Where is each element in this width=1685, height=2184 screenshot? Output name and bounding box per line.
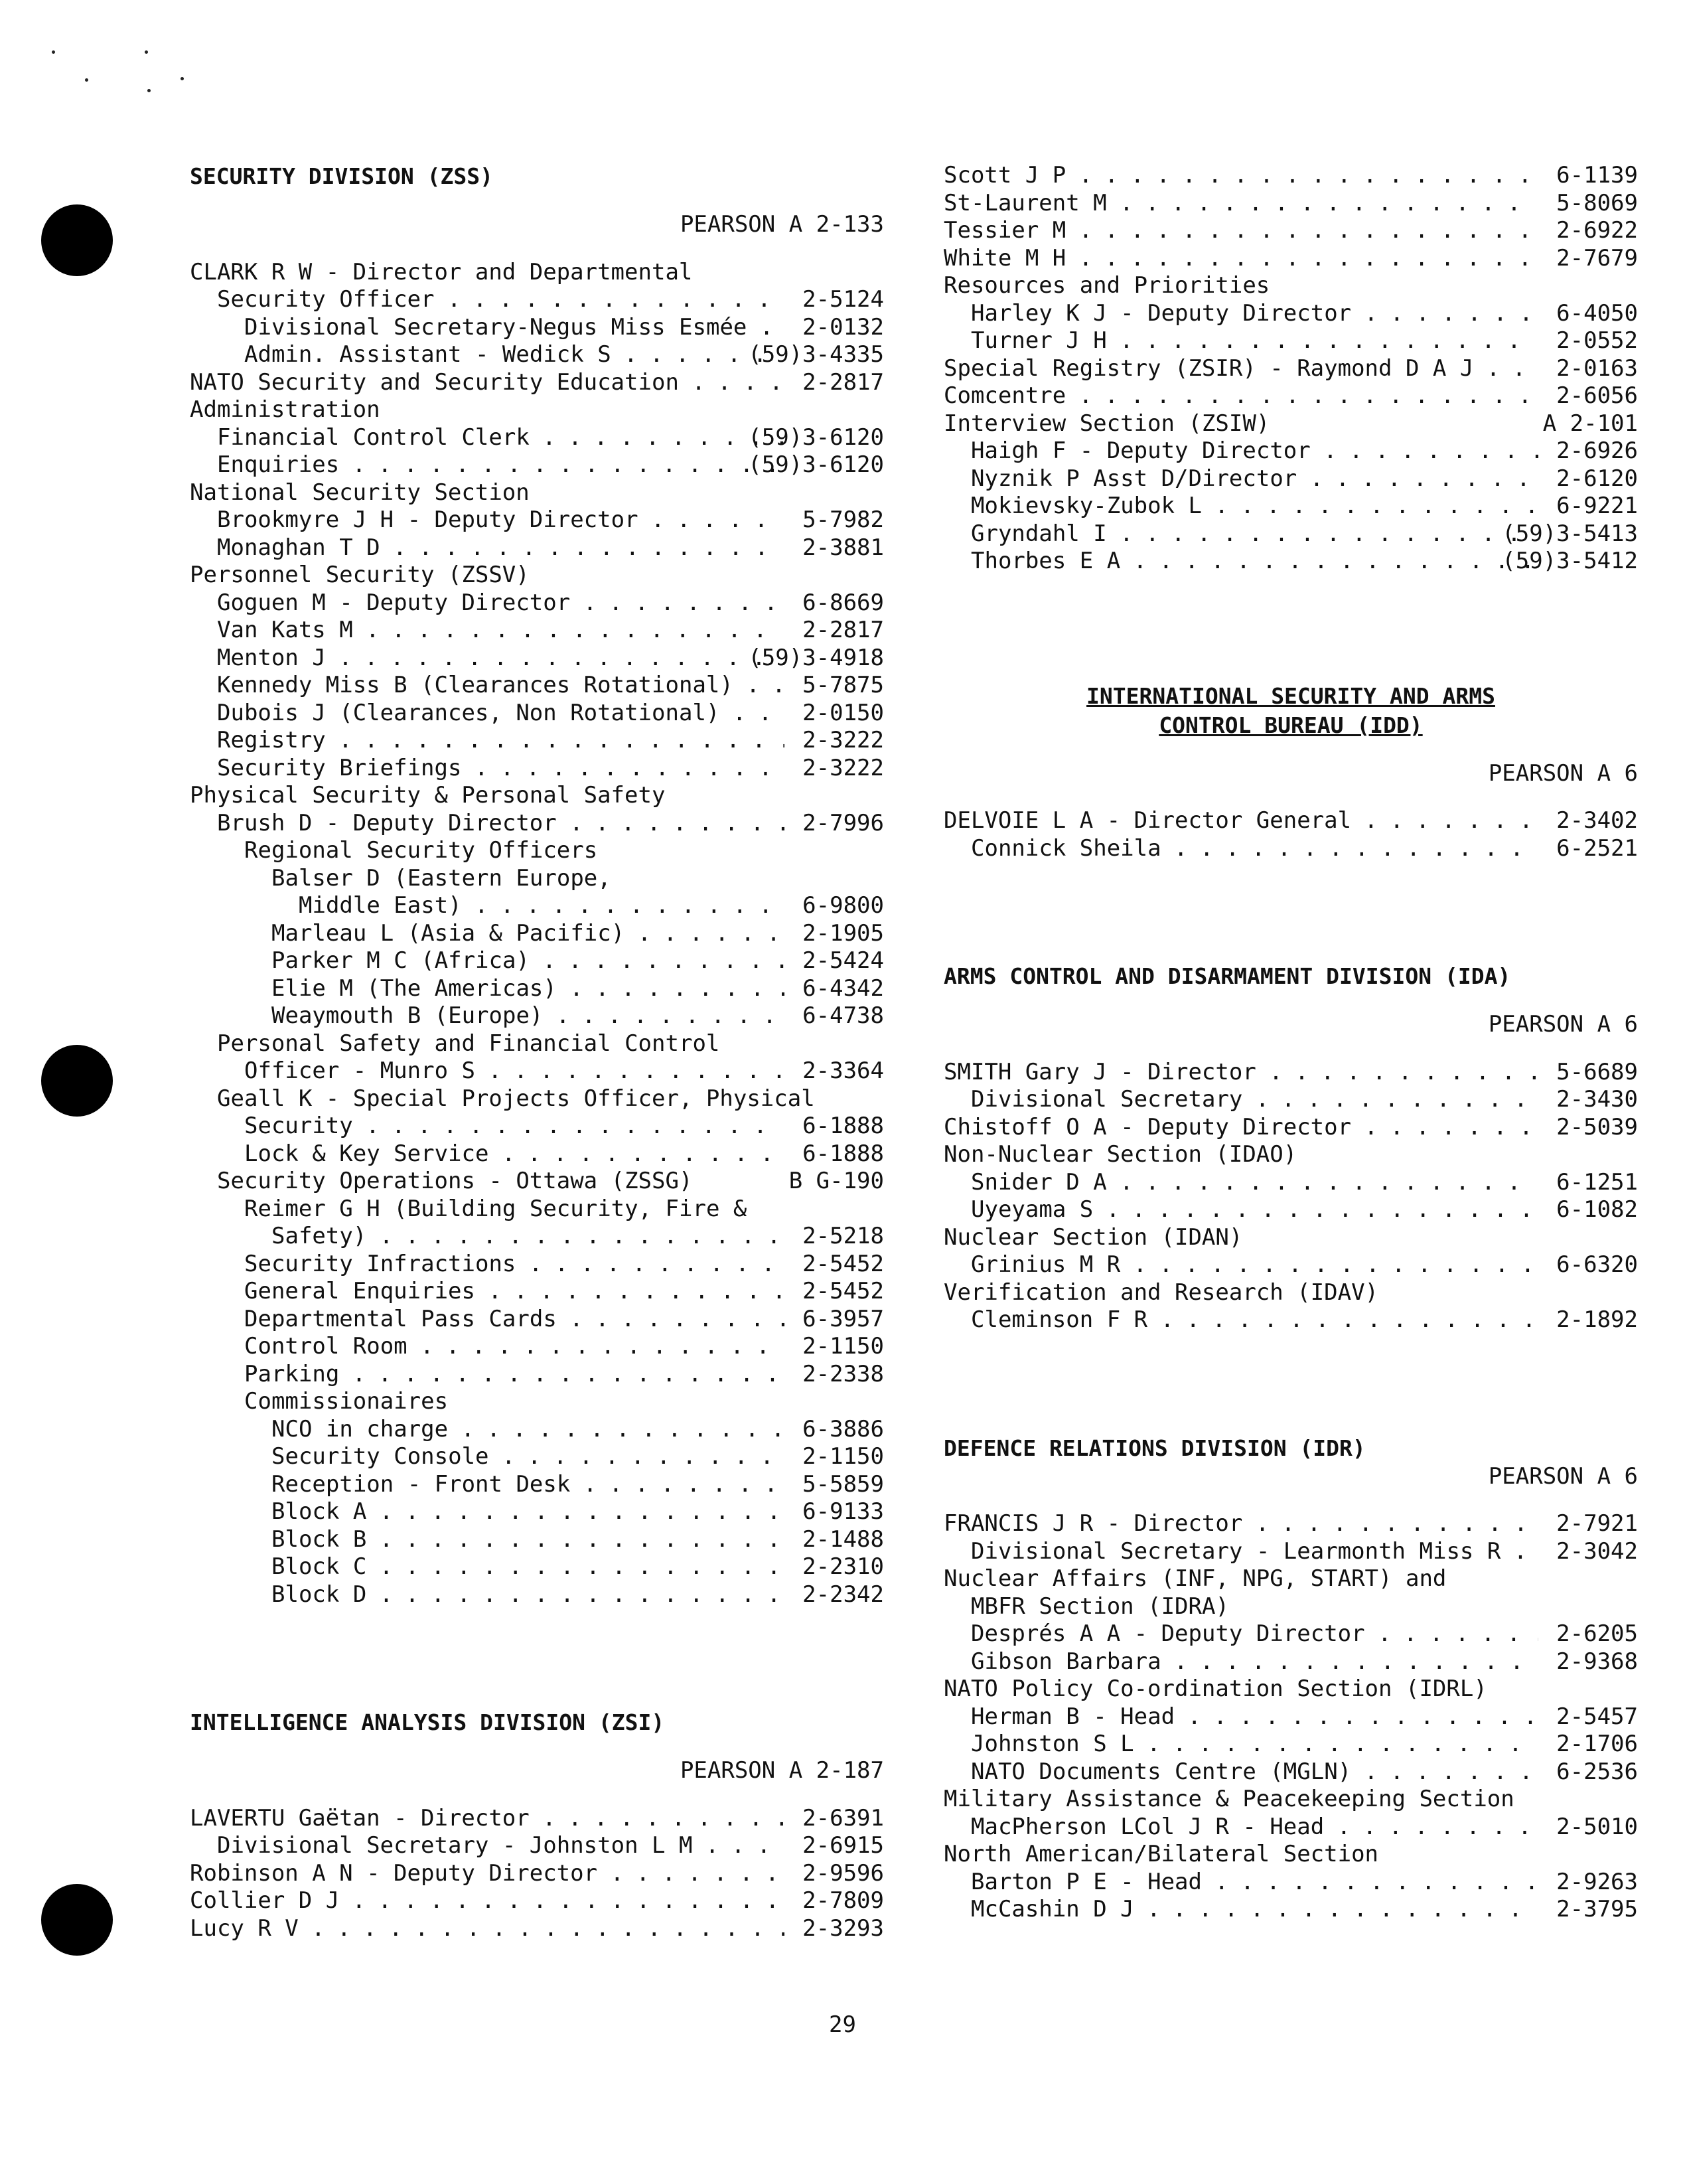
directory-entry — [944, 1676, 1638, 1703]
entry-phone: (59)3-5413 — [1502, 520, 1638, 547]
directory-entry — [944, 190, 1638, 218]
entry-phone: 2-1905 — [802, 919, 884, 947]
directory-entry — [944, 1703, 1638, 1731]
entry-label: Admin. Assistant - Wedick S — [244, 341, 611, 368]
directory-entry — [190, 645, 884, 672]
entry-label: North American/Bilateral Section — [944, 1841, 1379, 1867]
entry-phone: 6-2521 — [1556, 834, 1638, 862]
entry-phone: 2-3293 — [802, 1914, 884, 1942]
entry-label: MBFR Section (IDRA) — [971, 1593, 1229, 1620]
entry-label: Verification and Research (IDAV) — [944, 1279, 1379, 1306]
entry-label: Snider D A — [971, 1168, 1107, 1196]
entry-label: Scott J P — [944, 162, 1066, 189]
directory-entry — [190, 1057, 884, 1085]
entry-label: National Security Section — [190, 479, 530, 506]
entry-label: Security — [244, 1113, 353, 1139]
entry-phone: 2-5424 — [802, 947, 884, 974]
directory-entry — [944, 1224, 1638, 1252]
entry-phone: 5-7875 — [802, 672, 884, 698]
directory-entry — [944, 410, 1638, 438]
entry-label: NATO Policy Co-ordination Section (IDRL) — [944, 1676, 1487, 1702]
entry-label: Personal Safety and Financial Control — [217, 1030, 720, 1057]
directory-entry — [944, 382, 1638, 410]
entry-label: Officer - Munro S — [244, 1057, 475, 1084]
entry-phone: 2-1150 — [802, 1443, 884, 1470]
directory-entry — [190, 1443, 884, 1471]
scan-speck — [52, 50, 55, 54]
entry-label: Block C — [271, 1553, 367, 1580]
directory-entry — [190, 1306, 884, 1334]
entry-label: Enquiries — [217, 451, 340, 478]
directory-entry — [190, 534, 884, 562]
directory-entry — [190, 1168, 884, 1196]
entry-phone: 6-1888 — [802, 1140, 884, 1167]
entry-phone: (59)3-4335 — [748, 341, 884, 368]
entry-phone: 6-3886 — [802, 1415, 884, 1443]
entry-label: Weaymouth B (Europe) — [271, 1002, 544, 1029]
entry-label: Administration — [190, 396, 380, 423]
entry-label: Block A — [271, 1498, 367, 1525]
entry-phone: 2-6926 — [1556, 437, 1638, 464]
entry-phone: 5-8069 — [1556, 189, 1638, 216]
entry-label: NCO in charge — [271, 1415, 449, 1443]
entry-label: Gibson Barbara — [971, 1648, 1161, 1675]
entry-phone: 6-9133 — [802, 1498, 884, 1525]
binder-hole — [41, 204, 113, 276]
entry-label: Mokievsky-Zubok L — [971, 493, 1202, 519]
entry-phone: 2-1488 — [802, 1525, 884, 1553]
entry-label: Parker M C (Africa) — [271, 947, 530, 974]
directory-entry — [944, 465, 1638, 493]
directory-entry — [190, 1196, 884, 1223]
entry-phone: 6-4342 — [802, 975, 884, 1002]
entry-label: Interview Section (ZSIW) — [944, 410, 1270, 437]
section-heading: INTERNATIONAL SECURITY AND ARMS — [1086, 682, 1495, 709]
directory-entry — [190, 727, 884, 755]
entry-phone: 2-3042 — [1556, 1537, 1638, 1565]
directory-entry — [190, 892, 884, 920]
entry-label: Haigh F - Deputy Director — [971, 437, 1311, 464]
directory-entry — [190, 1805, 884, 1833]
directory-entry — [190, 1361, 884, 1389]
directory-entry — [190, 1113, 884, 1140]
entry-label: Cleminson F R — [971, 1306, 1148, 1333]
directory-entry — [944, 355, 1638, 383]
directory-entry — [944, 1141, 1638, 1169]
directory-entry — [944, 272, 1638, 300]
entry-phone: 6-3957 — [802, 1305, 884, 1332]
entry-label: Lock & Key Service — [244, 1140, 489, 1167]
entry-phone: 2-1150 — [802, 1333, 884, 1360]
entry-phone: 2-6205 — [1556, 1620, 1638, 1647]
directory-entry — [944, 1538, 1638, 1566]
entry-label: NATO Documents Centre (MGLN) — [971, 1758, 1352, 1785]
directory-entry — [944, 1814, 1638, 1841]
entry-label: Physical Security & Personal Safety — [190, 782, 666, 809]
directory-entry — [944, 548, 1638, 576]
directory-entry — [190, 837, 884, 865]
entry-label: Divisional Secretary-Negus Miss Esmée — [244, 313, 747, 341]
entry-label: Menton J — [217, 644, 326, 671]
entry-label: Connick Sheila — [971, 834, 1161, 862]
entry-label: Commissionaires — [244, 1388, 449, 1415]
entry-phone: 2-7679 — [1556, 244, 1638, 272]
entry-label: Parking — [244, 1360, 340, 1387]
entry-label: LAVERTU Gaëtan - Director — [190, 1804, 530, 1832]
entry-label: FRANCIS J R - Director — [944, 1510, 1243, 1537]
entry-label: Elie M (The Americas) — [271, 975, 557, 1002]
entry-label: Security Officer — [217, 286, 435, 313]
entry-phone: (59)3-4918 — [748, 644, 884, 671]
entry-label: Control Room — [244, 1333, 407, 1360]
entry-phone: 2-9596 — [802, 1859, 884, 1887]
entry-label: Nuclear Affairs (INF, NPG, START) and — [944, 1565, 1447, 1592]
entry-phone: 6-2536 — [1556, 1758, 1638, 1785]
entry-phone: B G-190 — [788, 1168, 884, 1194]
entry-label: Collier D J — [190, 1887, 340, 1914]
scan-speck — [181, 77, 184, 80]
directory-entry — [190, 1085, 884, 1113]
section-location: PEARSON A 2-187 — [680, 1757, 884, 1784]
directory-entry — [190, 259, 884, 287]
entry-label: Chistoff O A - Deputy Director — [944, 1113, 1352, 1140]
entry-label: Grinius M R — [971, 1251, 1121, 1278]
directory-entry — [944, 300, 1638, 328]
entry-phone: 6-8669 — [802, 589, 884, 616]
entry-label: CLARK R W - Director and Departmental — [190, 258, 693, 285]
entry-label: Brush D - Deputy Director — [217, 809, 557, 836]
directory-entry — [190, 1278, 884, 1306]
entry-label: Block B — [271, 1525, 367, 1553]
directory-entry — [190, 286, 884, 314]
entry-phone: 2-5218 — [802, 1223, 884, 1249]
entry-phone: 2-7809 — [802, 1887, 884, 1914]
entry-label: Registry — [217, 727, 326, 753]
entry-phone: 5-7982 — [802, 507, 884, 533]
directory-entry — [944, 1306, 1638, 1334]
entry-phone: 6-6320 — [1556, 1251, 1638, 1278]
directory-entry — [190, 562, 884, 589]
directory-entry — [944, 1593, 1638, 1621]
entry-phone: (59)3-6120 — [748, 424, 884, 451]
entry-phone: 2-2817 — [802, 368, 884, 396]
directory-entry — [944, 1510, 1638, 1538]
entry-phone: 2-6120 — [1556, 465, 1638, 492]
entry-label: Reception - Front Desk — [271, 1470, 571, 1498]
entry-phone: 2-6915 — [802, 1832, 884, 1859]
entry-phone: 2-0163 — [1556, 354, 1638, 382]
entry-label: Geall K - Special Projects Officer, Physical — [217, 1085, 815, 1112]
entry-phone: 6-1888 — [802, 1113, 884, 1139]
entry-label: Uyeyama S — [971, 1196, 1094, 1223]
directory-entry — [944, 1086, 1638, 1114]
directory-entry — [944, 1279, 1638, 1307]
directory-entry — [944, 807, 1638, 835]
entry-phone: 2-0132 — [802, 313, 884, 341]
directory-entry — [190, 975, 884, 1003]
entry-label: MacPherson LCol J R - Head — [971, 1813, 1325, 1840]
directory-entry — [944, 1251, 1638, 1279]
directory-entry — [944, 245, 1638, 273]
section-location: PEARSON A 6 — [1488, 1011, 1638, 1038]
directory-entry — [944, 1196, 1638, 1224]
entry-phone: 6-1251 — [1556, 1168, 1638, 1196]
entry-phone: 2-5452 — [802, 1250, 884, 1277]
directory-entry — [944, 1648, 1638, 1676]
directory-entry — [190, 507, 884, 534]
left-column — [190, 162, 884, 1942]
entry-phone: 2-6922 — [1556, 217, 1638, 244]
entry-phone: 2-7996 — [802, 809, 884, 836]
entry-label: Special Registry (ZSIR) - Raymond D A J — [944, 354, 1474, 382]
section-location: PEARSON A 6 — [1488, 1462, 1638, 1490]
entry-label: Després A A - Deputy Director — [971, 1620, 1365, 1647]
right-column — [944, 162, 1638, 1924]
directory-entry — [190, 1002, 884, 1030]
entry-label: Thorbes E A — [971, 548, 1121, 574]
entry-phone: (59)3-6120 — [748, 451, 884, 478]
directory-entry — [190, 1553, 884, 1581]
directory-entry — [944, 1565, 1638, 1593]
entry-phone: 2-5457 — [1556, 1703, 1638, 1730]
entry-label: SMITH Gary J - Director — [944, 1058, 1256, 1085]
directory-entry — [190, 1498, 884, 1526]
entry-label: Non-Nuclear Section (IDAO) — [944, 1141, 1297, 1168]
section-heading: ARMS CONTROL AND DISARMAMENT DIVISION (IDA) — [944, 963, 1511, 989]
directory-entry — [190, 589, 884, 617]
section-heading: DEFENCE RELATIONS DIVISION (IDR) — [944, 1435, 1366, 1461]
entry-label: Turner J H — [971, 327, 1107, 354]
entry-phone: 2-1892 — [1556, 1306, 1638, 1333]
entry-label: Security Operations - Ottawa (ZSSG) — [217, 1168, 693, 1194]
directory-entry — [190, 1416, 884, 1444]
directory-entry — [190, 396, 884, 424]
directory-entry — [944, 1896, 1638, 1924]
entry-phone: 2-0552 — [1556, 327, 1638, 354]
entry-label: Divisional Secretary - Johnston L M — [217, 1832, 693, 1859]
entry-phone: 6-1139 — [1556, 162, 1638, 189]
entry-phone: 2-9263 — [1556, 1868, 1638, 1895]
directory-entry — [190, 1030, 884, 1058]
directory-entry — [190, 424, 884, 452]
entry-phone: 2-2338 — [802, 1360, 884, 1387]
directory-entry — [190, 1388, 884, 1416]
directory-entry — [190, 1471, 884, 1499]
entry-label: Tessier M — [944, 217, 1066, 244]
directory-entry — [190, 479, 884, 507]
entry-phone: 2-3881 — [802, 534, 884, 561]
section-heading: CONTROL BUREAU (IDD) — [1159, 712, 1423, 738]
directory-entry — [190, 1223, 884, 1251]
entry-phone: 2-5039 — [1556, 1113, 1638, 1140]
directory-entry — [190, 314, 884, 342]
entry-label: Financial Control Clerk — [217, 424, 530, 451]
directory-entry — [190, 617, 884, 645]
directory-entry — [944, 1620, 1638, 1648]
entry-phone: 2-2817 — [802, 617, 884, 643]
entry-label: Security Briefings — [217, 754, 462, 781]
section-heading: INTELLIGENCE ANALYSIS DIVISION (ZSI) — [190, 1709, 665, 1735]
entry-phone: 2-2310 — [802, 1553, 884, 1580]
entry-label: Gryndahl I — [971, 520, 1107, 547]
directory-entry — [190, 1860, 884, 1888]
scan-speck — [85, 78, 88, 82]
entry-phone: 2-6391 — [802, 1804, 884, 1832]
directory-entry — [190, 1140, 884, 1168]
directory-entry — [944, 217, 1638, 245]
entry-label: Security Infractions — [244, 1250, 516, 1277]
entry-label: DELVOIE L A - Director General — [944, 807, 1352, 834]
entry-label: Block D — [271, 1581, 367, 1608]
entry-label: Johnston S L — [971, 1731, 1134, 1757]
directory-entry — [190, 341, 884, 369]
binder-hole — [41, 1045, 113, 1117]
directory-entry — [944, 1169, 1638, 1197]
entry-phone: 6-9800 — [802, 892, 884, 919]
directory-entry — [944, 835, 1638, 863]
entry-phone: 2-1706 — [1556, 1731, 1638, 1757]
entry-label: Robinson A N - Deputy Director — [190, 1859, 598, 1887]
directory-entry — [190, 1526, 884, 1554]
entry-label: Divisional Secretary — [971, 1086, 1243, 1113]
entry-phone: 2-3222 — [802, 754, 884, 781]
directory-entry — [190, 1251, 884, 1279]
directory-entry — [190, 369, 884, 397]
entry-phone: 6-9221 — [1556, 493, 1638, 519]
entry-label: Nuclear Section (IDAN) — [944, 1223, 1243, 1251]
entry-label: Divisional Secretary - Learmonth Miss R — [971, 1537, 1501, 1565]
entry-phone: 2-6056 — [1556, 382, 1638, 409]
entry-phone: 5-5859 — [802, 1470, 884, 1498]
entry-label: Lucy R V — [190, 1914, 299, 1942]
entry-label: Harley K J - Deputy Director — [971, 299, 1352, 327]
directory-entry — [190, 782, 884, 810]
entry-label: St-Laurent M — [944, 189, 1107, 216]
directory-entry — [190, 1887, 884, 1915]
entry-label: General Enquiries — [244, 1278, 475, 1304]
directory-entry — [944, 520, 1638, 548]
entry-label: White M H — [944, 244, 1066, 272]
entry-phone: 2-2342 — [802, 1581, 884, 1608]
section-location: PEARSON A 2-133 — [680, 211, 884, 238]
entry-phone: 2-3430 — [1556, 1086, 1638, 1113]
entry-phone: 2-5452 — [802, 1278, 884, 1304]
entry-label: NATO Security and Security Education — [190, 368, 679, 396]
directory-entry — [190, 672, 884, 700]
directory-entry — [944, 437, 1638, 465]
entry-phone: 6-1082 — [1556, 1196, 1638, 1223]
entry-phone: 2-3364 — [802, 1057, 884, 1084]
entry-label: Marleau L (Asia & Pacific) — [271, 919, 625, 947]
scan-speck — [147, 89, 151, 92]
entry-label: Brookmyre J H - Deputy Director — [217, 507, 638, 533]
entry-label: Kennedy Miss B (Clearances Rotational) — [217, 672, 733, 698]
directory-entry — [944, 162, 1638, 190]
entry-phone: A 2-101 — [1542, 410, 1638, 437]
entry-label: Nyznik P Asst D/Director — [971, 465, 1297, 492]
entry-phone: (59)3-5412 — [1502, 548, 1638, 574]
entry-label: McCashin D J — [971, 1896, 1134, 1922]
entry-label: Departmental Pass Cards — [244, 1305, 557, 1332]
directory-entry — [190, 1832, 884, 1860]
directory-entry — [944, 493, 1638, 520]
entry-phone: 2-3795 — [1556, 1896, 1638, 1922]
entry-phone: 2-3402 — [1556, 807, 1638, 834]
section-heading: SECURITY DIVISION (ZSS) — [190, 163, 493, 189]
entry-label: Security Console — [271, 1443, 489, 1470]
directory-entry — [944, 1869, 1638, 1897]
directory-entry — [944, 1731, 1638, 1758]
entry-phone: 6-4050 — [1556, 299, 1638, 327]
entry-phone: 2-3222 — [802, 727, 884, 753]
directory-entry — [944, 1786, 1638, 1814]
entry-label: Military Assistance & Peacekeeping Section — [944, 1786, 1514, 1812]
entry-phone: 2-0150 — [802, 699, 884, 726]
directory-entry — [944, 1841, 1638, 1869]
entry-label: Barton P E - Head — [971, 1868, 1202, 1895]
entry-label: Herman B - Head — [971, 1703, 1175, 1730]
entry-label: Van Kats M — [217, 617, 353, 643]
section-location: PEARSON A 6 — [1488, 759, 1638, 787]
entry-label: Dubois J (Clearances, Non Rotational) — [217, 699, 720, 726]
directory-entry — [190, 920, 884, 948]
scan-speck — [145, 50, 148, 54]
directory-entry — [944, 327, 1638, 355]
directory-entry — [190, 700, 884, 728]
directory-entry — [190, 755, 884, 783]
entry-phone: 2-5010 — [1556, 1813, 1638, 1840]
entry-label: Goguen M - Deputy Director — [217, 589, 571, 616]
entry-label: Safety) — [271, 1223, 367, 1249]
directory-entry — [190, 810, 884, 838]
directory-entry — [190, 1333, 884, 1361]
entry-phone: 5-6689 — [1556, 1058, 1638, 1085]
entry-label: Balser D (Eastern Europe, — [271, 864, 611, 892]
directory-entry — [190, 1581, 884, 1609]
page-number: 29 — [829, 2011, 856, 2038]
entry-label: Comcentre — [944, 382, 1066, 409]
directory-entry — [944, 1758, 1638, 1786]
entry-phone: 2-7921 — [1556, 1510, 1638, 1537]
directory-entry — [190, 947, 884, 975]
entry-label: Reimer G H (Building Security, Fire & — [244, 1195, 747, 1222]
entry-phone: 2-9368 — [1556, 1648, 1638, 1675]
binder-hole — [41, 1884, 113, 1956]
entry-phone: 6-4738 — [802, 1002, 884, 1029]
directory-entry — [190, 451, 884, 479]
entry-phone: 2-5124 — [802, 286, 884, 313]
entry-label: Monaghan T D — [217, 534, 380, 561]
directory-entry — [190, 1915, 884, 1943]
entry-label: Resources and Priorities — [944, 272, 1270, 299]
entry-label: Personnel Security (ZSSV) — [190, 562, 530, 588]
directory-entry — [944, 1059, 1638, 1087]
directory-entry — [944, 1114, 1638, 1142]
entry-label: Middle East) — [299, 892, 462, 919]
entry-label: Regional Security Officers — [244, 837, 598, 864]
directory-entry — [190, 865, 884, 893]
